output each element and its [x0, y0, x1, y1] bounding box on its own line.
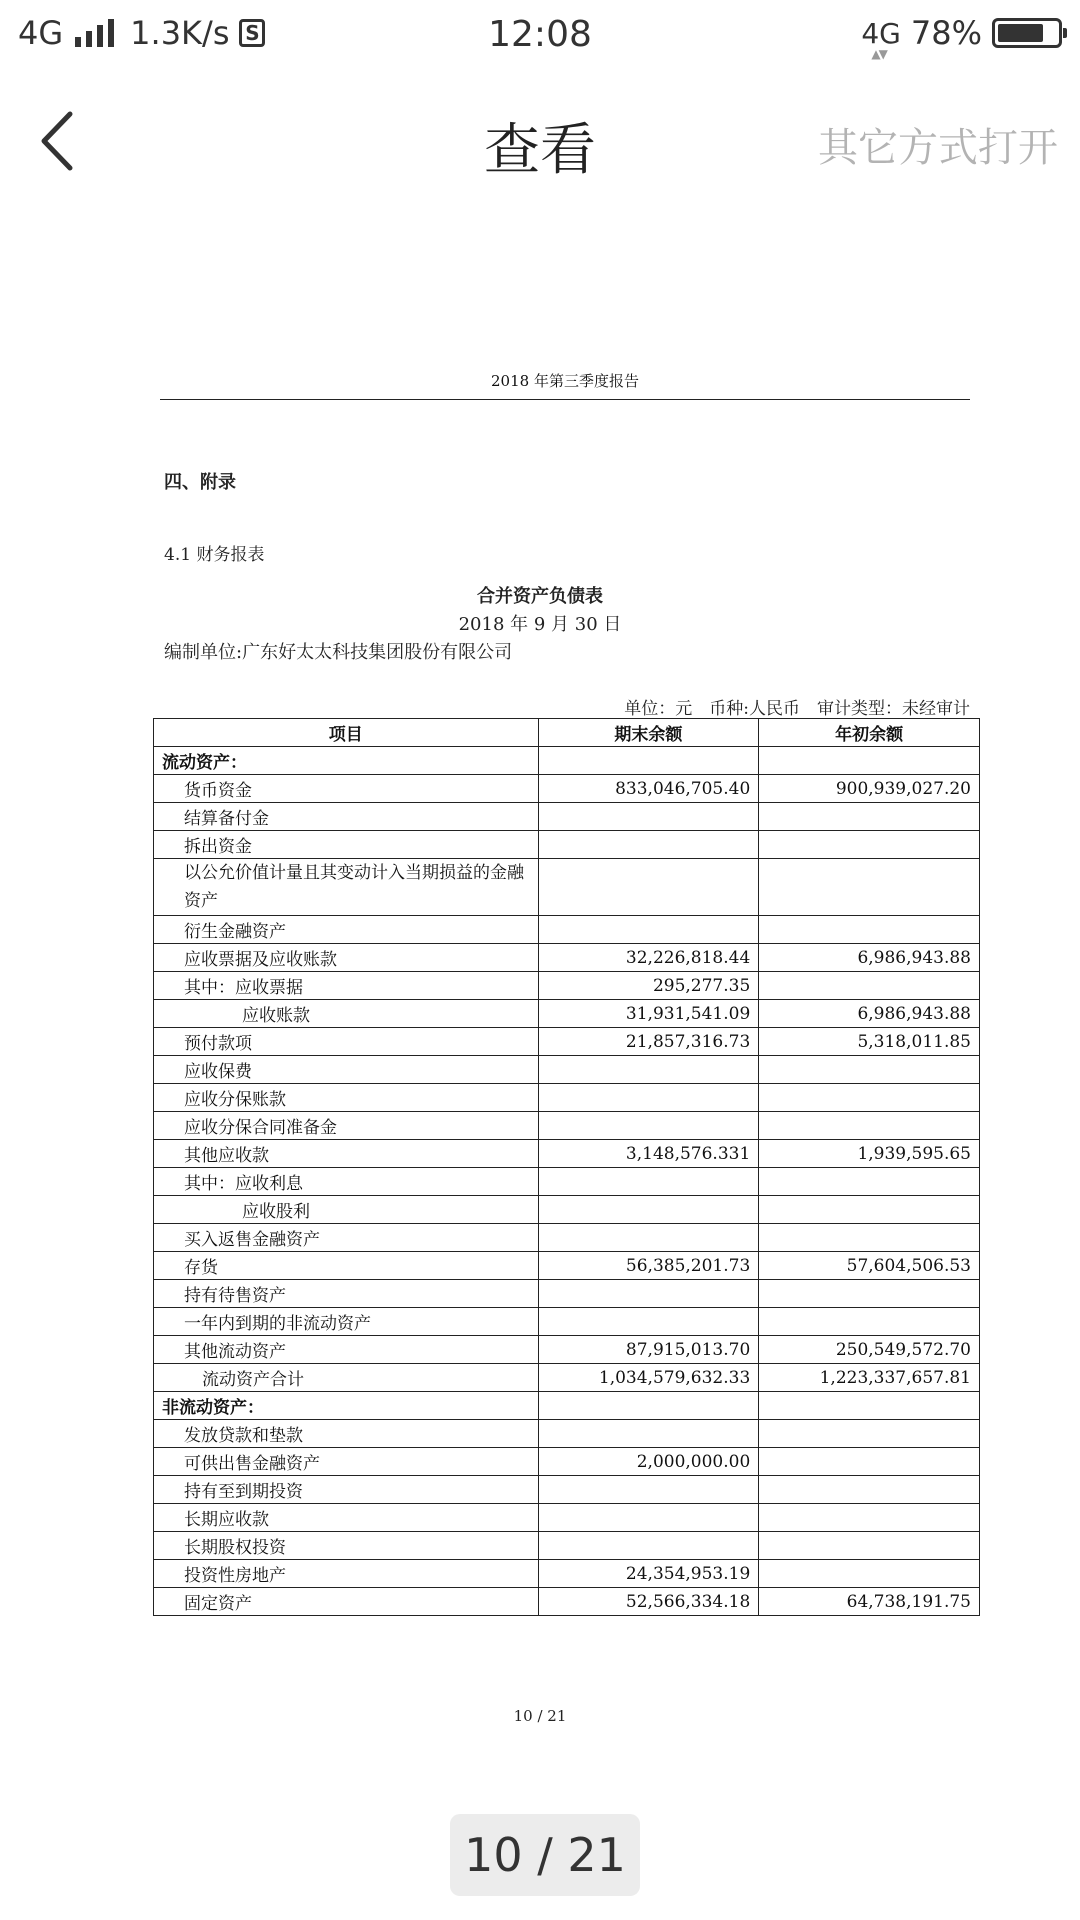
- row-begin-balance: 64,738,191.75: [759, 1588, 980, 1616]
- row-begin-balance: [759, 747, 980, 775]
- row-item: 其他应收款: [154, 1140, 539, 1168]
- balance-sheet-table: [153, 718, 980, 1616]
- row-end-balance: [538, 1504, 759, 1532]
- table-row: [154, 1168, 980, 1196]
- row-begin-balance: [759, 972, 980, 1000]
- row-end-balance: [538, 1056, 759, 1084]
- table-row: [154, 1112, 980, 1140]
- row-begin-balance: [759, 1224, 980, 1252]
- row-end-balance: [538, 831, 759, 859]
- table-row: [154, 775, 980, 803]
- row-begin-balance: [759, 1560, 980, 1588]
- table-title: 合并资产负债表: [477, 586, 603, 607]
- row-end-balance: 32,226,818.44: [538, 944, 759, 972]
- row-item: 其他流动资产: [154, 1336, 539, 1364]
- row-end-balance: [538, 1196, 759, 1224]
- row-begin-balance: [759, 916, 980, 944]
- compiler-line: 编制单位:广东好太太科技集团股份有限公司: [164, 642, 513, 663]
- row-end-balance: [538, 1112, 759, 1140]
- title-bar: [0, 76, 1080, 206]
- row-item: 可供出售金融资产: [154, 1448, 539, 1476]
- table-row: [154, 1140, 980, 1168]
- table-date: 2018 年 9 月 30 日: [458, 614, 622, 635]
- row-item: 存货: [154, 1252, 539, 1280]
- row-end-balance: 2,000,000.00: [538, 1448, 759, 1476]
- table-row: [154, 1476, 980, 1504]
- row-begin-balance: 900,939,027.20: [759, 775, 980, 803]
- row-end-balance: [538, 1224, 759, 1252]
- table-row: [154, 859, 980, 916]
- row-begin-balance: [759, 859, 980, 916]
- table-row: [154, 747, 980, 775]
- row-end-balance: [538, 803, 759, 831]
- row-item: 长期应收款: [154, 1504, 539, 1532]
- row-item: 流动资产：: [154, 747, 539, 775]
- row-item: 货币资金: [154, 775, 539, 803]
- row-item: 预付款项: [154, 1028, 539, 1056]
- row-end-balance: 56,385,201.73: [538, 1252, 759, 1280]
- row-end-balance: [538, 1392, 759, 1420]
- running-header: 2018 年第三季度报告: [491, 372, 639, 390]
- row-begin-balance: [759, 1308, 980, 1336]
- row-item: 持有待售资产: [154, 1280, 539, 1308]
- status-right: [861, 14, 1062, 61]
- row-end-balance: [538, 1308, 759, 1336]
- battery-icon: [992, 18, 1062, 48]
- row-end-balance: 3,148,576.331: [538, 1140, 759, 1168]
- table-row: [154, 1308, 980, 1336]
- row-item: 应收分保合同准备金: [154, 1112, 539, 1140]
- table-row: [154, 803, 980, 831]
- table-row: [154, 1392, 980, 1420]
- row-item: 拆出资金: [154, 831, 539, 859]
- open-with-other-button[interactable]: 其它方式打开: [818, 125, 1058, 171]
- row-item: 非流动资产：: [154, 1392, 539, 1420]
- row-item: 买入返售金融资产: [154, 1224, 539, 1252]
- row-end-balance: 24,354,953.19: [538, 1560, 759, 1588]
- table-header-row: [154, 719, 980, 747]
- page-footer: 10 / 21: [513, 1707, 567, 1725]
- table-row: [154, 1364, 980, 1392]
- network-speed: 1.3K/s: [130, 14, 230, 52]
- row-end-balance: 833,046,705.40: [538, 775, 759, 803]
- table-row: [154, 1560, 980, 1588]
- row-begin-balance: 6,986,943.88: [759, 1000, 980, 1028]
- column-header-begin: 年初余额: [759, 719, 980, 747]
- row-item: 应收账款: [154, 1000, 539, 1028]
- table-row: [154, 1504, 980, 1532]
- row-item: 结算备付金: [154, 803, 539, 831]
- table-row: [154, 1588, 980, 1616]
- row-end-balance: 31,931,541.09: [538, 1000, 759, 1028]
- row-begin-balance: [759, 803, 980, 831]
- network-type-right: 4G: [861, 16, 901, 50]
- row-begin-balance: [759, 1084, 980, 1112]
- table-row: [154, 1196, 980, 1224]
- table-row: [154, 1336, 980, 1364]
- data-arrows-icon: ▲▼: [871, 46, 886, 61]
- row-begin-balance: [759, 1532, 980, 1560]
- row-item: 其中：应收票据: [154, 972, 539, 1000]
- row-end-balance: 295,277.35: [538, 972, 759, 1000]
- s-icon: S: [239, 19, 265, 47]
- row-item: 投资性房地产: [154, 1560, 539, 1588]
- table-row: [154, 1000, 980, 1028]
- row-end-balance: 1,034,579,632.33: [538, 1364, 759, 1392]
- row-item: 一年内到期的非流动资产: [154, 1308, 539, 1336]
- header-rule: [160, 399, 970, 400]
- row-item: 衍生金融资产: [154, 916, 539, 944]
- page-indicator: 10 / 21: [450, 1814, 640, 1896]
- row-item: 应收保费: [154, 1056, 539, 1084]
- row-begin-balance: [759, 831, 980, 859]
- column-header-item: 项目: [154, 719, 539, 747]
- network-4g-icon: [861, 16, 901, 61]
- row-begin-balance: [759, 1168, 980, 1196]
- table-row: [154, 831, 980, 859]
- row-item: 其中：应收利息: [154, 1168, 539, 1196]
- table-row: [154, 1084, 980, 1112]
- row-end-balance: 21,857,316.73: [538, 1028, 759, 1056]
- table-row: [154, 1056, 980, 1084]
- table-row: [154, 944, 980, 972]
- section-title: 四、附录: [164, 472, 236, 493]
- row-item: 应收分保账款: [154, 1084, 539, 1112]
- row-begin-balance: [759, 1392, 980, 1420]
- row-end-balance: [538, 1476, 759, 1504]
- row-begin-balance: 6,986,943.88: [759, 944, 980, 972]
- column-header-end: 期末余额: [538, 719, 759, 747]
- row-end-balance: [538, 747, 759, 775]
- row-item: 以公允价值计量且其变动计入当期损益的金融资产: [154, 859, 539, 916]
- row-item: 长期股权投资: [154, 1532, 539, 1560]
- row-end-balance: [538, 1168, 759, 1196]
- row-begin-balance: [759, 1280, 980, 1308]
- row-end-balance: 87,915,013.70: [538, 1336, 759, 1364]
- table-row: [154, 1420, 980, 1448]
- table-row: [154, 1280, 980, 1308]
- row-begin-balance: [759, 1112, 980, 1140]
- table-row: [154, 916, 980, 944]
- row-end-balance: [538, 859, 759, 916]
- row-item: 固定资产: [154, 1588, 539, 1616]
- row-end-balance: [538, 916, 759, 944]
- row-end-balance: [538, 1280, 759, 1308]
- row-item: 持有至到期投资: [154, 1476, 539, 1504]
- row-end-balance: 52,566,334.18: [538, 1588, 759, 1616]
- row-end-balance: [538, 1420, 759, 1448]
- row-begin-balance: [759, 1056, 980, 1084]
- table-row: [154, 1448, 980, 1476]
- row-item: 发放贷款和垫款: [154, 1420, 539, 1448]
- row-begin-balance: 250,549,572.70: [759, 1336, 980, 1364]
- row-begin-balance: [759, 1448, 980, 1476]
- row-begin-balance: 1,223,337,657.81: [759, 1364, 980, 1392]
- row-begin-balance: [759, 1504, 980, 1532]
- page-title: 查看: [484, 118, 596, 183]
- row-item: 流动资产合计: [154, 1364, 539, 1392]
- subsection-title: 4.1 财务报表: [164, 545, 265, 565]
- row-end-balance: [538, 1084, 759, 1112]
- battery-percent: 78%: [910, 14, 982, 52]
- table-row: [154, 1224, 980, 1252]
- unit-line: 单位：元 币种:人民币 审计类型：未经审计: [624, 699, 970, 719]
- table-row: [154, 1252, 980, 1280]
- network-type: 4G: [18, 14, 64, 52]
- row-begin-balance: [759, 1420, 980, 1448]
- row-begin-balance: [759, 1196, 980, 1224]
- row-begin-balance: 57,604,506.53: [759, 1252, 980, 1280]
- row-item: 应收票据及应收账款: [154, 944, 539, 972]
- row-begin-balance: 5,318,011.85: [759, 1028, 980, 1056]
- table-row: [154, 1028, 980, 1056]
- row-begin-balance: 1,939,595.65: [759, 1140, 980, 1168]
- table-row: [154, 1532, 980, 1560]
- row-begin-balance: [759, 1476, 980, 1504]
- row-end-balance: [538, 1532, 759, 1560]
- row-item: 应收股利: [154, 1196, 539, 1224]
- table-row: [154, 972, 980, 1000]
- clock: 12:08: [488, 14, 592, 55]
- status-bar: [0, 0, 1080, 76]
